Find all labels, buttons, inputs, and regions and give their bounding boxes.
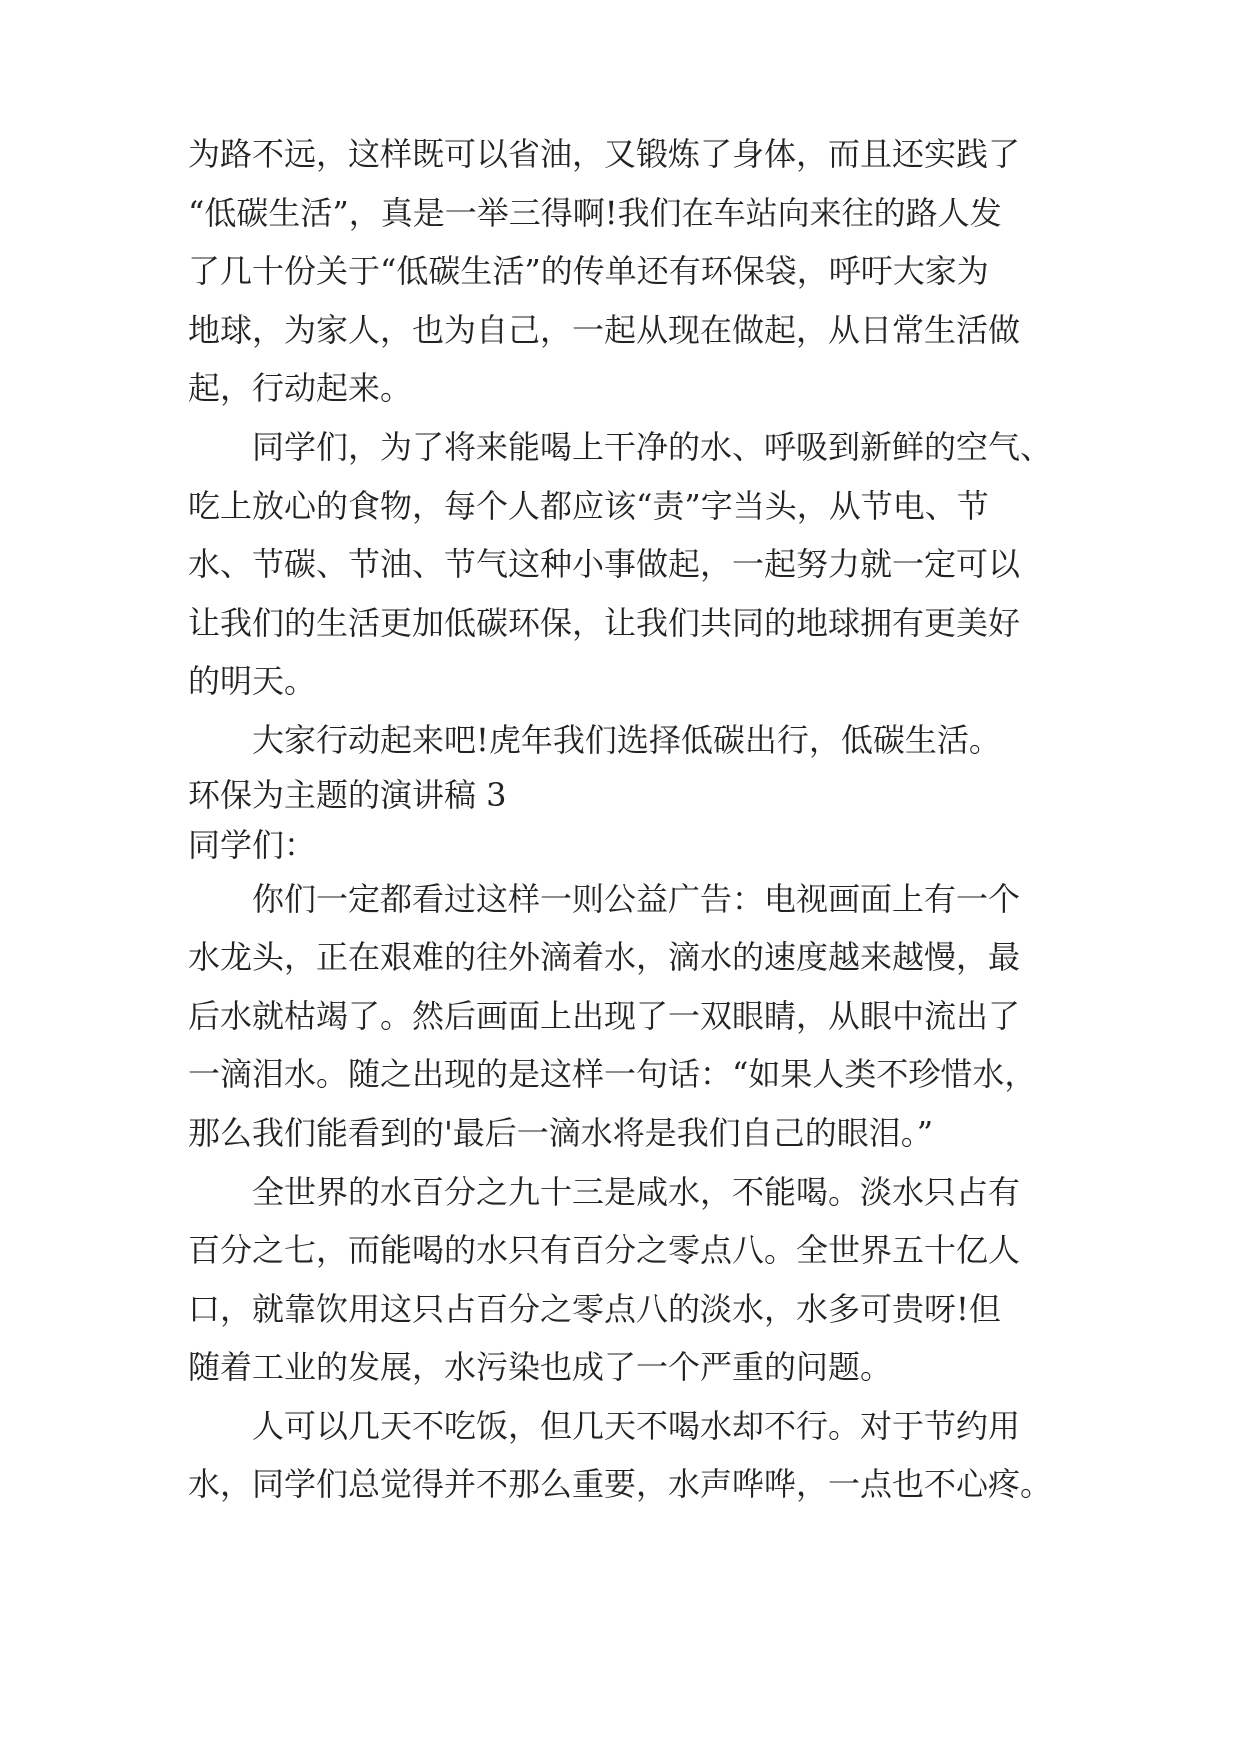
text-line: 全世界的水百分之九十三是咸水，不能喝。淡水只占有 xyxy=(188,1172,1021,1211)
text-line: 地球，为家人，也为自己，一起从现在做起，从日常生活做 xyxy=(188,310,1021,349)
text-line: 同学们，为了将来能喝上干净的水、呼吸到新鲜的空气、 xyxy=(188,427,1053,466)
section-heading: 环保为主题的演讲稿 3 xyxy=(188,775,507,814)
text-line: 让我们的生活更加低碳环保，让我们共同的地球拥有更美好 xyxy=(188,603,1021,642)
text-line: 大家行动起来吧!虎年我们选择低碳出行，低碳生活。 xyxy=(188,720,1001,759)
text-line: 了几十份关于“低碳生活”的传单还有环保袋，呼吁大家为 xyxy=(188,252,989,291)
text-line: 水龙头，正在艰难的往外滴着水，滴水的速度越来越慢，最 xyxy=(188,938,1021,977)
text-line: 水、节碳、节油、节气这种小事做起，一起努力就一定可以 xyxy=(188,545,1021,584)
text-line: 那么我们能看到的'最后一滴水将是我们自己的眼泪。” xyxy=(188,1113,934,1152)
text-line: 口，就靠饮用这只占百分之零点八的淡水，水多可贵呀!但 xyxy=(188,1289,1001,1328)
text-line: 起，行动起来。 xyxy=(188,369,413,408)
text-line: “低碳生活”，真是一举三得啊!我们在车站向来往的路人发 xyxy=(188,193,1002,232)
text-line: 吃上放心的食物，每个人都应该“责”字当头，从节电、节 xyxy=(188,486,989,525)
text-line: 水，同学们总觉得并不那么重要，水声哗哗，一点也不心疼。 xyxy=(188,1465,1053,1504)
document-body xyxy=(188,125,1068,1514)
text-line: 的明天。 xyxy=(188,662,317,701)
text-line: 一滴泪水。随之出现的是这样一句话：“如果人类不珍惜水， xyxy=(188,1055,1037,1094)
text-line: 百分之七，而能喝的水只有百分之零点八。全世界五十亿人 xyxy=(188,1231,1021,1270)
text-line: 为路不远，这样既可以省油，又锻炼了身体，而且还实践了 xyxy=(188,135,1021,173)
text-line: 你们一定都看过这样一则公益广告：电视画面上有一个 xyxy=(188,879,1021,918)
text-line: 后水就枯竭了。然后画面上出现了一双眼睛，从眼中流出了 xyxy=(188,996,1021,1035)
text-line: 人可以几天不吃饭，但几天不喝水却不行。对于节约用 xyxy=(188,1406,1021,1445)
salutation: 同学们： xyxy=(188,825,317,864)
text-line: 随着工业的发展，水污染也成了一个严重的问题。 xyxy=(188,1348,893,1387)
